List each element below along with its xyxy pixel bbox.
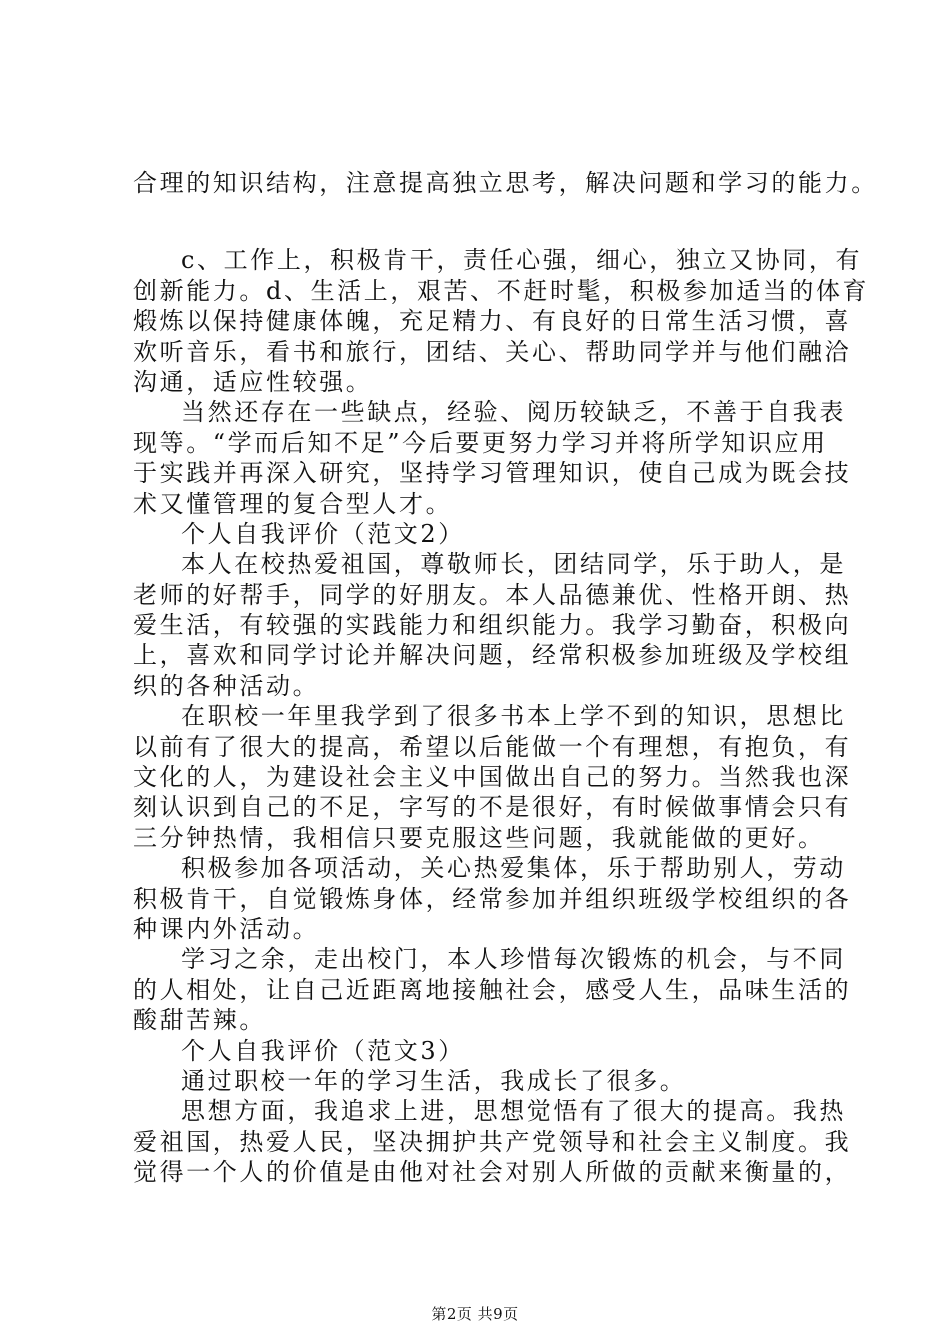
text-line: 本人在校热爱祖国，尊敬师长，团结同学，乐于助人，是	[181, 550, 846, 579]
text-line: 在职校一年里我学到了很多书本上学不到的知识，思想比	[181, 702, 846, 731]
text-line: 爱祖国，热爱人民，坚决拥护共产党领导和社会主义制度。我	[133, 1127, 852, 1156]
section-heading: 个人自我评价（范文2）	[181, 519, 465, 548]
text-line: 的人相处，让自己近距离地接触社会，感受人生，品味生活的	[133, 975, 852, 1004]
text-line: 刻认识到自己的不足，字写的不是很好，有时候做事情会只有	[133, 793, 852, 822]
text-line: 合理的知识结构，注意提高独立思考，解决问题和学习的能力。	[133, 169, 878, 197]
text-line: 通过职校一年的学习生活，我成长了很多。	[181, 1066, 687, 1095]
text-line: 沟通，适应性较强。	[133, 367, 373, 396]
paragraph-gap	[133, 198, 833, 245]
text-line: 三分钟热情，我相信只要克服这些问题，我就能做的更好。	[133, 823, 825, 852]
text-line: 上，喜欢和同学讨论并解决问题，经常积极参加班级及学校组	[133, 641, 852, 670]
text-line: 积极肯干，自觉锻炼身体，经常参加并组织班级学校组织的各	[133, 884, 852, 913]
text-line: 种课内外活动。	[133, 914, 320, 943]
page-footer	[0, 1303, 950, 1324]
text-line: 以前有了很大的提高，希望以后能做一个有理想，有抱负，有	[133, 732, 852, 761]
text-line: 现等。“学而后知不足”今后要更努力学习并将所学知识应用	[133, 428, 828, 457]
text-line: 老师的好帮手，同学的好朋友。本人品德兼优、性格开朗、热	[133, 580, 852, 609]
text-line: 术又懂管理的复合型人才。	[133, 489, 453, 518]
text-line: 欢听音乐，看书和旅行，团结、关心、帮助同学并与他们融洽	[133, 337, 852, 366]
text-line: c、工作上，积极肯干，责任心强，细心，独立又协同，有	[181, 246, 863, 275]
text-line: 文化的人，为建设社会主义中国做出自己的努力。当然我也深	[133, 763, 852, 792]
document-body	[133, 168, 878, 1188]
page-indicator: 第2页 共9页	[431, 1305, 519, 1323]
text-line: 爱生活，有较强的实践能力和组织能力。我学习勤奋，积极向	[133, 611, 852, 640]
section-heading: 个人自我评价（范文3）	[181, 1036, 465, 1065]
text-line: 思想方面，我追求上进，思想觉悟有了很大的提高。我热	[181, 1097, 846, 1126]
text-line: 觉得一个人的价值是由他对社会对别人所做的贡献来衡量的，	[133, 1158, 852, 1187]
text-line: 织的各种活动。	[133, 671, 320, 700]
text-line: 当然还存在一些缺点，经验、阅历较缺乏，不善于自我表	[181, 398, 846, 427]
text-line: 于实践并再深入研究，坚持学习管理知识，使自己成为既会技	[133, 459, 852, 488]
text-line: 煅炼以保持健康体魄，充足精力、有良好的日常生活习惯，喜	[133, 307, 852, 336]
text-line: 酸甜苦辣。	[133, 1006, 266, 1035]
text-line: 积极参加各项活动，关心热爱集体，乐于帮助别人，劳动	[181, 854, 846, 883]
text-line: 学习之余，走出校门，本人珍惜每次锻炼的机会，与不同	[181, 945, 846, 974]
text-line: 创新能力。d、生活上，艰苦、不赶时髦，积极参加适当的体育	[133, 276, 870, 305]
